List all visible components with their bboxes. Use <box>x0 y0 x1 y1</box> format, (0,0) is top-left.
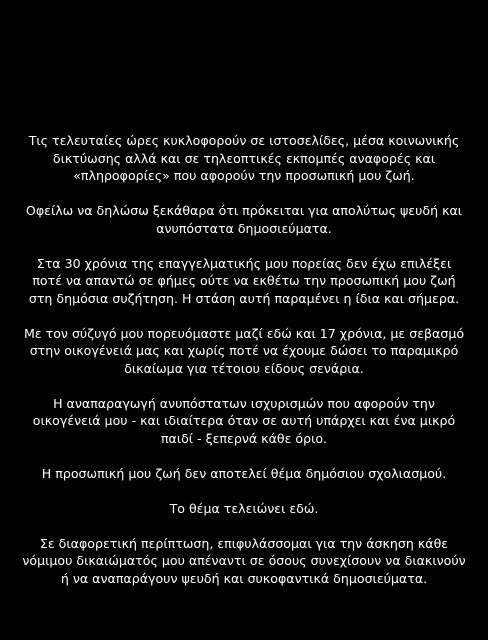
statement-text <box>20 132 468 587</box>
statement-paragraph: Τις τελευταίες ώρες κυκλοφορούν σε ιστοσελίδες, μέσα κοινωνικής δικτύωσης αλλά και σε τηλεοπτικές εκπομπές αναφορές και «πληροφορίες» που αφορούν την προσωπική μου ζωή. <box>28 133 460 183</box>
statement-paragraph: Με τον σύζυγό μου πορευόμαστε μαζί εδώ και 17 χρόνια, με σεβασμό στην οικογένειά μας και χωρίς ποτέ να έχουμε δώσει το παραμικρό δικαίωμα για τέτοιου είδους σενάρια. <box>23 325 465 376</box>
statement-paragraph: Η αναπαραγωγή ανυπόστατων ισχυρισμών που αφορούν την οικογένειά μου - και ιδιαίτερα όταν σε αυτή υπάρχει και ένα μικρό παιδί - ξεπερνά κάθε όριο. <box>32 395 456 446</box>
statement-paragraph: Οφείλω να δηλώσω ξεκάθαρα ότι πρόκειται για απολύτως ψευδή και ανυπόστατα δημοσιεύματα. <box>25 203 463 236</box>
statement-paragraph: Η προσωπική μου ζωή δεν αποτελεί θέμα δημόσιου σχολιασμού. <box>41 465 447 481</box>
statement-paragraph: Σε διαφορετική περίπτωση, επιφυλάσσομαι για την άσκηση κάθε νόμιμου δικαιώματός μου απέναντι σε όσους συνεχίσουν να διακινούν ή να αναπαράγουν ψευδή και συκοφαντικά δημοσιεύματα. <box>22 535 466 586</box>
statement-paragraph: Το θέμα τελειώνει εδώ. <box>169 500 319 516</box>
statement-paragraph: Στα 30 χρόνια της επαγγελματικής μου πορείας δεν έχω επιλέξει ποτέ να απαντώ σε φήμες ούτε να εκθέτω την προσωπική μου ζωή στη δημόσια συζήτηση. Η στάση αυτή παραμένει η ίδια και σήμερα. <box>28 255 460 306</box>
